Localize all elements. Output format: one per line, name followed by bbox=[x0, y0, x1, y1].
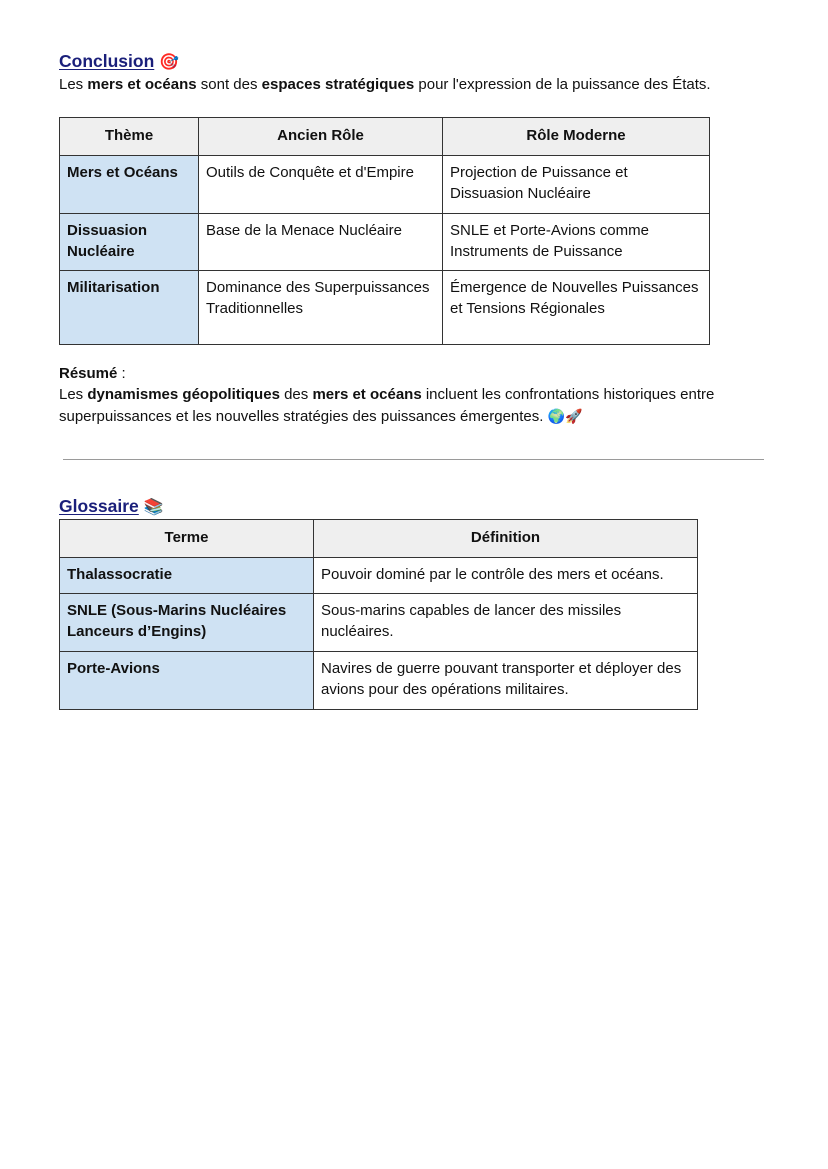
conclusion-heading bbox=[59, 50, 179, 74]
glossaire-title[interactable]: Glossaire bbox=[59, 496, 139, 516]
table-header-row bbox=[60, 118, 710, 156]
terme-cell: Porte-Avions bbox=[60, 651, 314, 709]
globe-rocket-icon: 🌍🚀 bbox=[547, 407, 583, 424]
ancien-role-cell: Dominance des Superpuissances Traditionnelles bbox=[199, 270, 443, 344]
role-moderne-cell: Émergence de Nouvelles Puissances et Tensions Régionales bbox=[443, 270, 710, 344]
resume-label: Résumé : bbox=[59, 365, 126, 382]
column-header-role-moderne: Rôle Moderne bbox=[443, 118, 710, 156]
terme-cell: SNLE (Sous-Marins Nucléaires Lanceurs d’Engins) bbox=[60, 593, 314, 651]
definition-cell: Navires de guerre pouvant transporter et déployer des avions pour des opérations militaires. bbox=[314, 651, 698, 709]
role-moderne-cell: Projection de Puissance et Dissuasion Nucléaire bbox=[443, 155, 710, 213]
conclusion-table bbox=[59, 117, 710, 345]
table-row bbox=[60, 270, 710, 344]
definition-cell: Pouvoir dominé par le contrôle des mers et océans. bbox=[314, 557, 698, 593]
table-header-row bbox=[60, 520, 698, 558]
books-icon: 📚 bbox=[143, 499, 164, 516]
conclusion-intro: Les mers et océans sont des espaces stratégiques pour l'expression de la puissance des États. bbox=[59, 76, 711, 93]
section-divider bbox=[63, 459, 764, 460]
table-row bbox=[60, 213, 710, 270]
theme-cell: Militarisation bbox=[60, 270, 199, 344]
resume-text: Les dynamismes géopolitiques des mers et océans incluent les confrontations historiques entre superpuissances et les nouvelles stratégies des puissances émergentes. 🌍🚀 bbox=[59, 386, 715, 425]
definition-cell: Sous-marins capables de lancer des missiles nucléaires. bbox=[314, 593, 698, 651]
column-header-terme: Terme bbox=[60, 520, 314, 558]
glossaire-table bbox=[59, 519, 698, 710]
column-header-definition: Définition bbox=[314, 520, 698, 558]
column-header-theme: Thème bbox=[60, 118, 199, 156]
table-row bbox=[60, 155, 710, 213]
terme-cell: Thalassocratie bbox=[60, 557, 314, 593]
role-moderne-cell: SNLE et Porte-Avions comme Instruments de Puissance bbox=[443, 213, 710, 270]
conclusion-title[interactable]: Conclusion bbox=[59, 51, 155, 71]
ancien-role-cell: Outils de Conquête et d'Empire bbox=[199, 155, 443, 213]
glossaire-heading bbox=[59, 495, 164, 519]
target-icon: 🎯 bbox=[159, 54, 180, 71]
table-row bbox=[60, 651, 698, 709]
column-header-ancien-role: Ancien Rôle bbox=[199, 118, 443, 156]
table-row bbox=[60, 593, 698, 651]
theme-cell: Dissuasion Nucléaire bbox=[60, 213, 199, 270]
ancien-role-cell: Base de la Menace Nucléaire bbox=[199, 213, 443, 270]
table-row bbox=[60, 557, 698, 593]
theme-cell: Mers et Océans bbox=[60, 155, 199, 213]
